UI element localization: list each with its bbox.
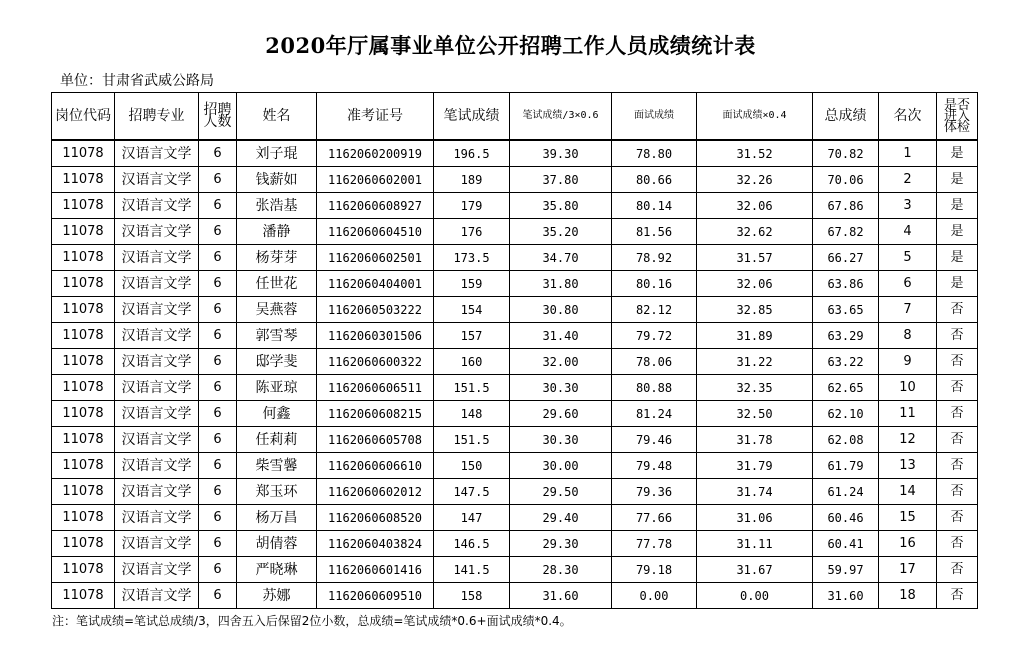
cell-written-score: 196.5 <box>434 140 510 167</box>
cell-total: 61.24 <box>813 479 879 505</box>
cell-interview-score: 80.66 <box>612 167 697 193</box>
cell-interview-weighted: 31.57 <box>697 245 813 271</box>
cell-quota: 6 <box>199 167 237 193</box>
col-header-interview-score: 面试成绩 <box>612 93 697 141</box>
cell-exam-id: 1162060606511 <box>317 375 434 401</box>
cell-quota: 6 <box>199 505 237 531</box>
cell-rank: 4 <box>879 219 937 245</box>
cell-quota: 6 <box>199 531 237 557</box>
cell-physical-exam: 否 <box>937 375 978 401</box>
cell-quota: 6 <box>199 271 237 297</box>
cell-interview-score: 77.78 <box>612 531 697 557</box>
cell-quota: 6 <box>199 427 237 453</box>
cell-physical-exam: 否 <box>937 297 978 323</box>
cell-name: 吴燕蓉 <box>237 297 317 323</box>
table-row <box>52 531 978 557</box>
cell-exam-id: 1162060609510 <box>317 583 434 609</box>
cell-rank: 16 <box>879 531 937 557</box>
cell-total: 62.10 <box>813 401 879 427</box>
col-header-major: 招聘专业 <box>115 93 199 141</box>
cell-physical-exam: 否 <box>937 479 978 505</box>
cell-interview-score: 79.46 <box>612 427 697 453</box>
cell-physical-exam: 否 <box>937 453 978 479</box>
table-row <box>52 557 978 583</box>
cell-physical-exam: 是 <box>937 271 978 297</box>
cell-name: 刘子琨 <box>237 140 317 167</box>
cell-name: 严晓琳 <box>237 557 317 583</box>
cell-rank: 15 <box>879 505 937 531</box>
cell-written-weighted: 30.30 <box>510 375 612 401</box>
cell-written-weighted: 28.30 <box>510 557 612 583</box>
cell-total: 63.86 <box>813 271 879 297</box>
cell-major: 汉语言文学 <box>115 349 199 375</box>
cell-written-weighted: 29.50 <box>510 479 612 505</box>
cell-written-weighted: 35.80 <box>510 193 612 219</box>
cell-quota: 6 <box>199 479 237 505</box>
cell-major: 汉语言文学 <box>115 531 199 557</box>
cell-written-score: 179 <box>434 193 510 219</box>
cell-written-score: 141.5 <box>434 557 510 583</box>
cell-exam-id: 1162060403824 <box>317 531 434 557</box>
cell-interview-score: 81.56 <box>612 219 697 245</box>
cell-interview-weighted: 0.00 <box>697 583 813 609</box>
cell-written-score: 147.5 <box>434 479 510 505</box>
cell-quota: 6 <box>199 453 237 479</box>
cell-total: 60.41 <box>813 531 879 557</box>
cell-major: 汉语言文学 <box>115 297 199 323</box>
table-row <box>52 583 978 609</box>
cell-rank: 7 <box>879 297 937 323</box>
table-row <box>52 505 978 531</box>
cell-interview-weighted: 31.89 <box>697 323 813 349</box>
cell-interview-weighted: 32.85 <box>697 297 813 323</box>
cell-written-score: 148 <box>434 401 510 427</box>
cell-written-weighted: 31.40 <box>510 323 612 349</box>
cell-quota: 6 <box>199 375 237 401</box>
cell-written-weighted: 37.80 <box>510 167 612 193</box>
cell-written-weighted: 29.40 <box>510 505 612 531</box>
cell-interview-score: 79.48 <box>612 453 697 479</box>
cell-total: 60.46 <box>813 505 879 531</box>
cell-exam-id: 1162060601416 <box>317 557 434 583</box>
table-row <box>52 401 978 427</box>
score-table <box>51 92 978 609</box>
cell-exam-id: 1162060606610 <box>317 453 434 479</box>
col-header-quota: 招聘人数 <box>199 93 237 141</box>
cell-rank: 12 <box>879 427 937 453</box>
cell-post-code: 11078 <box>52 479 115 505</box>
cell-rank: 18 <box>879 583 937 609</box>
cell-interview-weighted: 32.62 <box>697 219 813 245</box>
cell-exam-id: 1162060602001 <box>317 167 434 193</box>
cell-written-score: 160 <box>434 349 510 375</box>
cell-interview-score: 78.92 <box>612 245 697 271</box>
cell-post-code: 11078 <box>52 531 115 557</box>
cell-name: 何鑫 <box>237 401 317 427</box>
cell-interview-score: 79.72 <box>612 323 697 349</box>
cell-interview-weighted: 31.74 <box>697 479 813 505</box>
table-row <box>52 453 978 479</box>
col-header-interview-weighted: 面试成绩×0.4 <box>697 93 813 141</box>
cell-written-score: 150 <box>434 453 510 479</box>
cell-physical-exam: 否 <box>937 557 978 583</box>
cell-interview-score: 78.06 <box>612 349 697 375</box>
cell-total: 67.82 <box>813 219 879 245</box>
cell-physical-exam: 否 <box>937 531 978 557</box>
cell-total: 63.65 <box>813 297 879 323</box>
cell-rank: 10 <box>879 375 937 401</box>
cell-rank: 6 <box>879 271 937 297</box>
cell-name: 邸学斐 <box>237 349 317 375</box>
cell-rank: 3 <box>879 193 937 219</box>
cell-interview-score: 0.00 <box>612 583 697 609</box>
table-row <box>52 297 978 323</box>
cell-written-weighted: 30.30 <box>510 427 612 453</box>
cell-exam-id: 1162060600322 <box>317 349 434 375</box>
cell-major: 汉语言文学 <box>115 479 199 505</box>
cell-name: 任世花 <box>237 271 317 297</box>
cell-exam-id: 1162060200919 <box>317 140 434 167</box>
cell-post-code: 11078 <box>52 167 115 193</box>
cell-interview-weighted: 32.35 <box>697 375 813 401</box>
cell-post-code: 11078 <box>52 245 115 271</box>
cell-physical-exam: 否 <box>937 401 978 427</box>
cell-interview-score: 82.12 <box>612 297 697 323</box>
table-row <box>52 219 978 245</box>
cell-total: 62.08 <box>813 427 879 453</box>
cell-interview-weighted: 31.79 <box>697 453 813 479</box>
cell-total: 67.86 <box>813 193 879 219</box>
cell-written-weighted: 35.20 <box>510 219 612 245</box>
cell-total: 63.22 <box>813 349 879 375</box>
cell-major: 汉语言文学 <box>115 323 199 349</box>
cell-exam-id: 1162060608215 <box>317 401 434 427</box>
cell-interview-weighted: 32.06 <box>697 193 813 219</box>
cell-physical-exam: 是 <box>937 193 978 219</box>
cell-post-code: 11078 <box>52 557 115 583</box>
cell-quota: 6 <box>199 323 237 349</box>
cell-major: 汉语言文学 <box>115 219 199 245</box>
cell-post-code: 11078 <box>52 427 115 453</box>
cell-interview-score: 78.80 <box>612 140 697 167</box>
cell-total: 59.97 <box>813 557 879 583</box>
cell-name: 苏娜 <box>237 583 317 609</box>
cell-major: 汉语言文学 <box>115 427 199 453</box>
cell-physical-exam: 否 <box>937 427 978 453</box>
cell-exam-id: 1162060602501 <box>317 245 434 271</box>
cell-exam-id: 1162060602012 <box>317 479 434 505</box>
cell-physical-exam: 是 <box>937 245 978 271</box>
cell-interview-weighted: 31.06 <box>697 505 813 531</box>
cell-interview-weighted: 31.78 <box>697 427 813 453</box>
cell-interview-score: 81.24 <box>612 401 697 427</box>
cell-major: 汉语言文学 <box>115 505 199 531</box>
cell-post-code: 11078 <box>52 271 115 297</box>
cell-major: 汉语言文学 <box>115 140 199 167</box>
table-row <box>52 193 978 219</box>
cell-rank: 1 <box>879 140 937 167</box>
table-row <box>52 323 978 349</box>
cell-interview-weighted: 31.11 <box>697 531 813 557</box>
cell-physical-exam: 否 <box>937 583 978 609</box>
cell-physical-exam: 是 <box>937 167 978 193</box>
cell-written-score: 151.5 <box>434 427 510 453</box>
cell-total: 31.60 <box>813 583 879 609</box>
cell-written-score: 151.5 <box>434 375 510 401</box>
cell-rank: 17 <box>879 557 937 583</box>
cell-total: 70.06 <box>813 167 879 193</box>
cell-written-score: 146.5 <box>434 531 510 557</box>
cell-written-score: 173.5 <box>434 245 510 271</box>
cell-exam-id: 1162060503222 <box>317 297 434 323</box>
col-header-total: 总成绩 <box>813 93 879 141</box>
cell-interview-score: 79.36 <box>612 479 697 505</box>
cell-written-weighted: 30.80 <box>510 297 612 323</box>
cell-post-code: 11078 <box>52 193 115 219</box>
table-row <box>52 245 978 271</box>
cell-post-code: 11078 <box>52 401 115 427</box>
cell-name: 张浩基 <box>237 193 317 219</box>
cell-written-score: 157 <box>434 323 510 349</box>
cell-name: 杨芽芽 <box>237 245 317 271</box>
cell-physical-exam: 否 <box>937 349 978 375</box>
cell-written-weighted: 29.30 <box>510 531 612 557</box>
cell-exam-id: 1162060605708 <box>317 427 434 453</box>
cell-interview-weighted: 32.26 <box>697 167 813 193</box>
cell-post-code: 11078 <box>52 349 115 375</box>
cell-name: 潘静 <box>237 219 317 245</box>
cell-major: 汉语言文学 <box>115 271 199 297</box>
col-header-physical-exam: 是否进入体检 <box>937 93 978 141</box>
cell-exam-id: 1162060301506 <box>317 323 434 349</box>
cell-written-score: 158 <box>434 583 510 609</box>
table-row <box>52 349 978 375</box>
cell-written-score: 189 <box>434 167 510 193</box>
cell-physical-exam: 否 <box>937 323 978 349</box>
cell-post-code: 11078 <box>52 583 115 609</box>
page-title: 2020年厅属事业单位公开招聘工作人员成绩统计表 <box>265 33 756 58</box>
cell-interview-weighted: 31.22 <box>697 349 813 375</box>
cell-total: 66.27 <box>813 245 879 271</box>
col-header-post-code: 岗位代码 <box>52 93 115 141</box>
cell-interview-weighted: 31.67 <box>697 557 813 583</box>
cell-quota: 6 <box>199 297 237 323</box>
cell-physical-exam: 是 <box>937 219 978 245</box>
cell-name: 柴雪馨 <box>237 453 317 479</box>
cell-rank: 8 <box>879 323 937 349</box>
cell-interview-score: 80.16 <box>612 271 697 297</box>
cell-quota: 6 <box>199 557 237 583</box>
cell-post-code: 11078 <box>52 505 115 531</box>
cell-rank: 2 <box>879 167 937 193</box>
table-row <box>52 479 978 505</box>
cell-name: 钱薪如 <box>237 167 317 193</box>
cell-name: 胡倩蓉 <box>237 531 317 557</box>
cell-post-code: 11078 <box>52 453 115 479</box>
cell-post-code: 11078 <box>52 323 115 349</box>
table-body <box>52 140 978 609</box>
cell-quota: 6 <box>199 193 237 219</box>
cell-post-code: 11078 <box>52 219 115 245</box>
cell-written-weighted: 29.60 <box>510 401 612 427</box>
cell-quota: 6 <box>199 349 237 375</box>
cell-major: 汉语言文学 <box>115 245 199 271</box>
cell-interview-weighted: 32.06 <box>697 271 813 297</box>
cell-post-code: 11078 <box>52 297 115 323</box>
cell-rank: 13 <box>879 453 937 479</box>
cell-major: 汉语言文学 <box>115 583 199 609</box>
cell-name: 郑玉环 <box>237 479 317 505</box>
cell-total: 70.82 <box>813 140 879 167</box>
cell-total: 61.79 <box>813 453 879 479</box>
table-row <box>52 140 978 167</box>
cell-quota: 6 <box>199 140 237 167</box>
cell-major: 汉语言文学 <box>115 167 199 193</box>
cell-written-weighted: 31.60 <box>510 583 612 609</box>
cell-rank: 14 <box>879 479 937 505</box>
cell-quota: 6 <box>199 245 237 271</box>
cell-written-weighted: 39.30 <box>510 140 612 167</box>
cell-post-code: 11078 <box>52 140 115 167</box>
table-row <box>52 375 978 401</box>
cell-written-weighted: 32.00 <box>510 349 612 375</box>
cell-written-score: 154 <box>434 297 510 323</box>
cell-name: 任莉莉 <box>237 427 317 453</box>
cell-rank: 11 <box>879 401 937 427</box>
cell-quota: 6 <box>199 583 237 609</box>
cell-physical-exam: 是 <box>937 140 978 167</box>
col-header-name: 姓名 <box>237 93 317 141</box>
cell-total: 63.29 <box>813 323 879 349</box>
header-row <box>52 93 978 141</box>
cell-name: 陈亚琼 <box>237 375 317 401</box>
cell-exam-id: 1162060608520 <box>317 505 434 531</box>
col-header-written-score: 笔试成绩 <box>434 93 510 141</box>
table-row <box>52 271 978 297</box>
cell-major: 汉语言文学 <box>115 453 199 479</box>
cell-interview-score: 79.18 <box>612 557 697 583</box>
cell-written-score: 147 <box>434 505 510 531</box>
cell-rank: 5 <box>879 245 937 271</box>
cell-interview-score: 77.66 <box>612 505 697 531</box>
cell-major: 汉语言文学 <box>115 401 199 427</box>
cell-written-score: 176 <box>434 219 510 245</box>
cell-exam-id: 1162060604510 <box>317 219 434 245</box>
unit-label: 单位：甘肃省武威公路局 <box>60 73 214 89</box>
cell-major: 汉语言文学 <box>115 375 199 401</box>
cell-exam-id: 1162060404001 <box>317 271 434 297</box>
cell-physical-exam: 否 <box>937 505 978 531</box>
col-header-rank: 名次 <box>879 93 937 141</box>
cell-total: 62.65 <box>813 375 879 401</box>
cell-rank: 9 <box>879 349 937 375</box>
cell-written-weighted: 34.70 <box>510 245 612 271</box>
cell-written-weighted: 30.00 <box>510 453 612 479</box>
cell-interview-weighted: 31.52 <box>697 140 813 167</box>
table-row <box>52 167 978 193</box>
cell-interview-score: 80.14 <box>612 193 697 219</box>
cell-name: 杨万昌 <box>237 505 317 531</box>
footnote: 注：笔试成绩=笔试总成绩/3，四舍五入后保留2位小数，总成绩=笔试成绩*0.6+面试成绩*0.4。 <box>52 614 572 628</box>
cell-quota: 6 <box>199 401 237 427</box>
cell-post-code: 11078 <box>52 375 115 401</box>
cell-exam-id: 1162060608927 <box>317 193 434 219</box>
cell-written-weighted: 31.80 <box>510 271 612 297</box>
cell-name: 郭雪琴 <box>237 323 317 349</box>
cell-major: 汉语言文学 <box>115 557 199 583</box>
cell-quota: 6 <box>199 219 237 245</box>
col-header-exam-id: 准考证号 <box>317 93 434 141</box>
cell-interview-weighted: 32.50 <box>697 401 813 427</box>
col-header-written-weighted: 笔试成绩/3×0.6 <box>510 93 612 141</box>
cell-interview-score: 80.88 <box>612 375 697 401</box>
table-row <box>52 427 978 453</box>
cell-written-score: 159 <box>434 271 510 297</box>
cell-major: 汉语言文学 <box>115 193 199 219</box>
